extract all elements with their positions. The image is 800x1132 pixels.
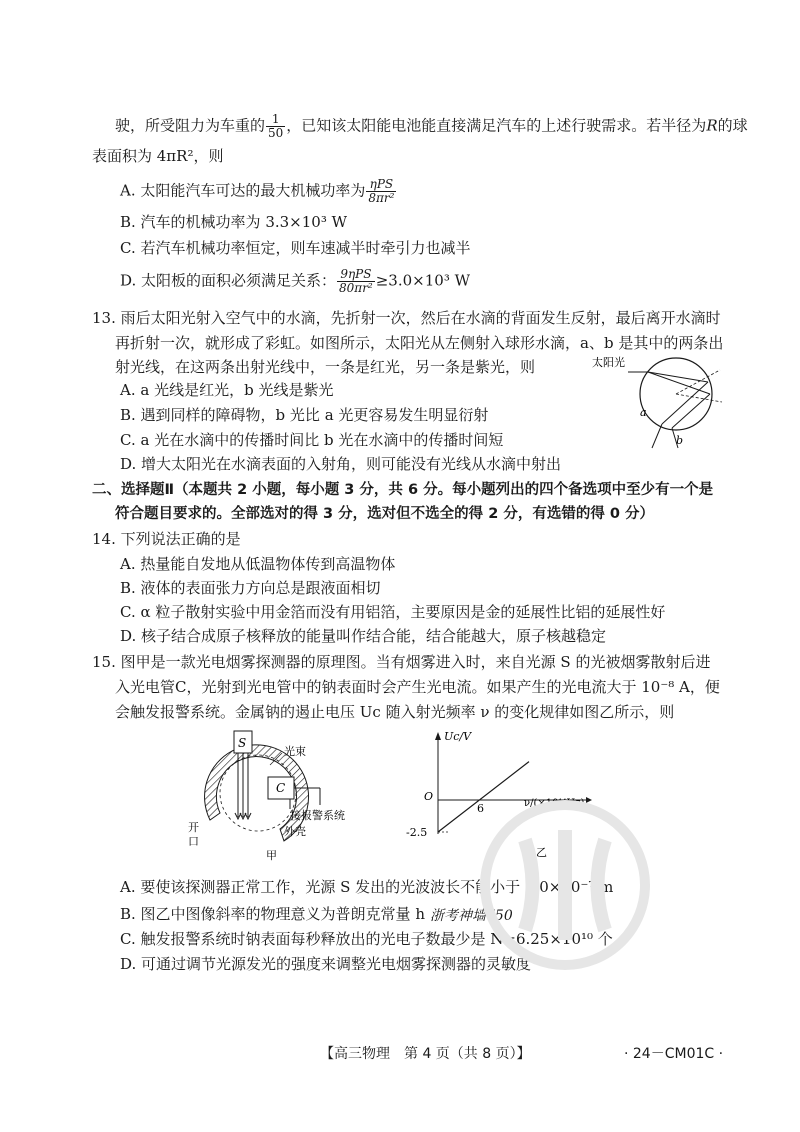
section-2-heading-2: 符合题目要求的。全部选对的得 3 分，选对但不选全的得 2 分，有选错的得 0 分）	[115, 506, 655, 522]
q12-option-a-text: A. 太阳能汽车可达的最大机械功率为	[120, 181, 366, 200]
ray-a-label: a	[640, 406, 647, 419]
beam-label: 光束	[284, 745, 306, 758]
frac-denominator: 80πr²	[339, 281, 373, 295]
q12-option-d-post: ≥3.0×10³ W	[375, 271, 471, 290]
normal-line-1	[676, 370, 720, 394]
frac-numerator: 9ηPS	[337, 268, 375, 282]
q15-option-d: D. 可通过调节光源发光的强度来调整光电烟雾探测器的灵敏度	[120, 955, 532, 973]
q13-option-b: B. 遇到同样的障碍物，b 光比 a 光更容易发生明显衍射	[120, 406, 489, 424]
watermark-text: 浙考神墙750	[430, 908, 513, 924]
ray-b-label: b	[676, 434, 684, 447]
y-axis-arrow	[435, 732, 441, 740]
q14-option-a: A. 热量能自发地从低温物体传到高温物体	[120, 555, 396, 573]
q14-option-b: B. 液体的表面张力方向总是跟液面相切	[120, 579, 381, 597]
shell-label: 外壳	[284, 825, 306, 838]
q13-line-3: 射光线，在这两条出射光线中，一条是红光，另一条是紫光，则	[115, 358, 536, 376]
opening-label-1: 开	[188, 821, 199, 834]
q14-stem: 14. 下列说法正确的是	[92, 530, 241, 548]
q12-line-1	[115, 113, 748, 140]
footer-page-info: 【高三物理 第 4 页（共 8 页）】	[320, 1046, 531, 1062]
q12-option-d-text: D. 太阳板的面积必须满足关系：	[120, 271, 337, 290]
q13-option-c: C. a 光在水滴中的传播时间比 b 光在水滴中的传播时间短	[120, 431, 504, 449]
q15-line-1: 15. 图甲是一款光电烟雾探测器的原理图。当有烟雾进入时，来自光源 S 的光被烟雾散射后进	[92, 653, 711, 671]
q15-option-c: C. 触发报警系统时钠表面每秒释放出的光电子数最少是 N=6.25×10¹⁰ 个	[120, 930, 613, 948]
reflected-ray-1	[662, 382, 708, 424]
light-source-label: S	[238, 736, 247, 750]
section-2-heading-1: 二、选择题Ⅱ（本题共 2 小题，每小题 3 分，共 6 分。每小题列出的四个备选项中至少有一个是	[92, 482, 714, 498]
frac-numerator: 1	[266, 113, 285, 127]
q14-option-d: D. 核子结合成原子核释放的能量叫作结合能，结合能越大，原子核越稳定	[120, 627, 607, 645]
raindrop-diagram	[590, 350, 730, 450]
x-intercept-label: 6	[477, 802, 484, 815]
q15-option-b: B. 图乙中图像斜率的物理意义为普朗克常量 h	[120, 905, 425, 923]
q13-line-1: 13. 雨后太阳光射入空气中的水滴，先折射一次，然后在水滴的背面发生反射，最后离开水滴时	[92, 309, 721, 327]
refracted-ray-2	[648, 372, 710, 394]
q12-option-a-fraction	[366, 178, 396, 205]
q15-option-a: A. 要使该探测器正常工作，光源 S 发出的光波波长不能小于 5.0×10⁻⁷ m	[120, 878, 614, 896]
x-axis-label: ν/(×10¹⁴Hz)	[524, 798, 585, 809]
frac-denominator: 50	[268, 126, 284, 140]
figure-b-caption: 乙	[536, 846, 547, 859]
footer-code: · 24－CM01C ·	[624, 1046, 724, 1062]
photocell-label: C	[276, 781, 286, 795]
origin-label: O	[424, 790, 434, 803]
q13-option-a: A. a 光线是红光，b 光线是紫光	[120, 381, 334, 399]
q12-text-c: 的球	[717, 116, 748, 135]
normal-line-2	[676, 394, 722, 402]
q12-option-a	[120, 178, 397, 205]
q12-text-a: 驶，所受阻力为车重的	[115, 116, 266, 135]
exit-ray-a	[652, 424, 662, 448]
smoke-detector-diagram	[180, 725, 380, 865]
watermark-logo	[480, 800, 650, 970]
q12-text-b: ，已知该太阳能电池能直接满足汽车的上述行驶需求。若半径为	[286, 116, 707, 135]
reflected-ray-2	[672, 394, 710, 428]
y-intercept-label: -2.5	[406, 826, 428, 839]
alarm-label: 接报警系统	[290, 809, 345, 822]
q15-line-3: 会触发报警系统。金属钠的遏止电压 Uc 随入射光频率 ν 的变化规律如图乙所示，则	[115, 703, 675, 721]
q15-line-2: 入光电管C，光射到光电管中的钠表面时会产生光电流。如果产生的光电流大于 10⁻⁸ A，便	[115, 678, 720, 696]
q14-option-c: C. α 粒子散射实验中用金箔而没有用铝箔，主要原因是金的延展性比铝的延展性好	[120, 603, 666, 621]
q12-option-d-fraction	[337, 268, 375, 295]
y-axis-label: Uc/V	[444, 730, 472, 743]
frac-denominator: 8πr²	[368, 191, 395, 205]
q13-line-2: 再折射一次，就形成了彩虹。如图所示，太阳光从左侧射入球形水滴，a、b 是其中的两条出	[115, 334, 724, 352]
refracted-ray-1	[648, 372, 708, 382]
opening-label-2: 口	[188, 835, 199, 848]
q12-option-b: B. 汽车的机械功率为 3.3×10³ W	[120, 213, 348, 231]
q12-option-c: C. 若汽车机械功率恒定，则车速减半时牵引力也减半	[120, 239, 471, 257]
q13-option-d: D. 增大太阳光在水滴表面的入射角，则可能没有光线从水滴中射出	[120, 455, 562, 473]
q12-line-2: 表面积为 4πR²，则	[92, 147, 224, 165]
q12-option-d	[120, 268, 470, 295]
q12-symbol-R: R	[706, 116, 718, 135]
frac-numerator: ηPS	[366, 178, 396, 192]
sunlight-label: 太阳光	[592, 356, 625, 369]
figure-a-caption: 甲	[266, 849, 277, 862]
q12-fraction	[266, 113, 285, 140]
